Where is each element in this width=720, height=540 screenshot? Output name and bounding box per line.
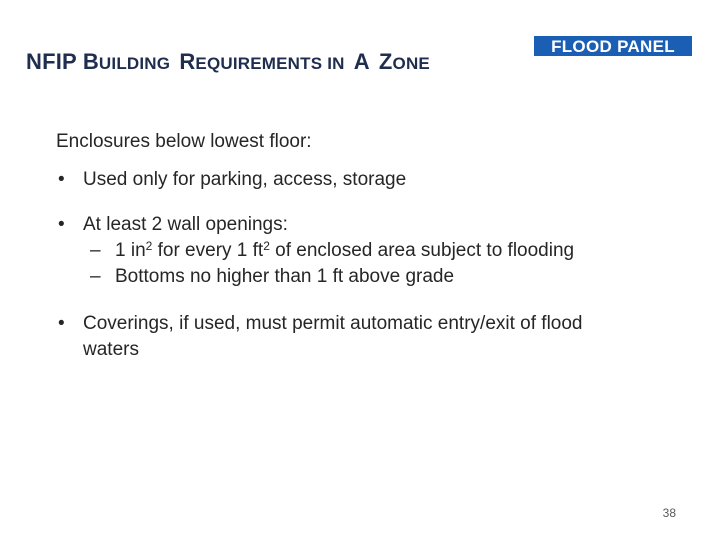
title-equirements-in: EQUIREMENTS IN xyxy=(195,54,345,73)
page-number: 38 xyxy=(662,506,676,520)
sub-bullet-text: Bottoms no higher than 1 ft above grade xyxy=(115,265,455,287)
slide-title xyxy=(26,40,430,77)
dash-icon: – xyxy=(90,239,101,261)
dash-icon: – xyxy=(90,265,101,287)
sub-bullet-text-part: 1 in xyxy=(115,239,146,261)
sub-bullet-text-part: of enclosed area subject to flooding xyxy=(269,239,575,261)
slide-body xyxy=(56,129,696,362)
bullet-icon: • xyxy=(58,313,65,335)
title-one: ONE xyxy=(392,54,430,73)
bullet-icon: • xyxy=(58,168,65,190)
intro-text: Enclosures below lowest floor: xyxy=(56,131,312,152)
bullet-text: Used only for parking, access, storage xyxy=(83,168,407,190)
flood-panel-logo xyxy=(534,36,692,56)
title-nfip-b: NFIP B xyxy=(26,49,99,74)
superscript: 2 xyxy=(145,238,153,253)
logo-text: FLOOD PANEL xyxy=(551,36,675,56)
title-r: R xyxy=(179,49,196,74)
superscript: 2 xyxy=(263,238,270,253)
bullet-item xyxy=(56,212,696,238)
sub-bullet-item xyxy=(56,264,696,290)
bullet-item xyxy=(56,167,696,193)
sub-bullet-text-part: for every 1 ft xyxy=(152,239,264,261)
bullet-text: At least 2 wall openings: xyxy=(83,214,288,236)
title-a: A xyxy=(353,49,370,74)
title-uilding: UILDING xyxy=(98,54,171,73)
sub-bullet-item xyxy=(56,238,696,264)
title-z: Z xyxy=(378,49,393,74)
bullet-text: Coverings, if used, must permit automatic entry/exit of flood waters xyxy=(83,313,583,360)
bullet-item xyxy=(56,311,643,362)
bullet-icon: • xyxy=(58,214,65,236)
